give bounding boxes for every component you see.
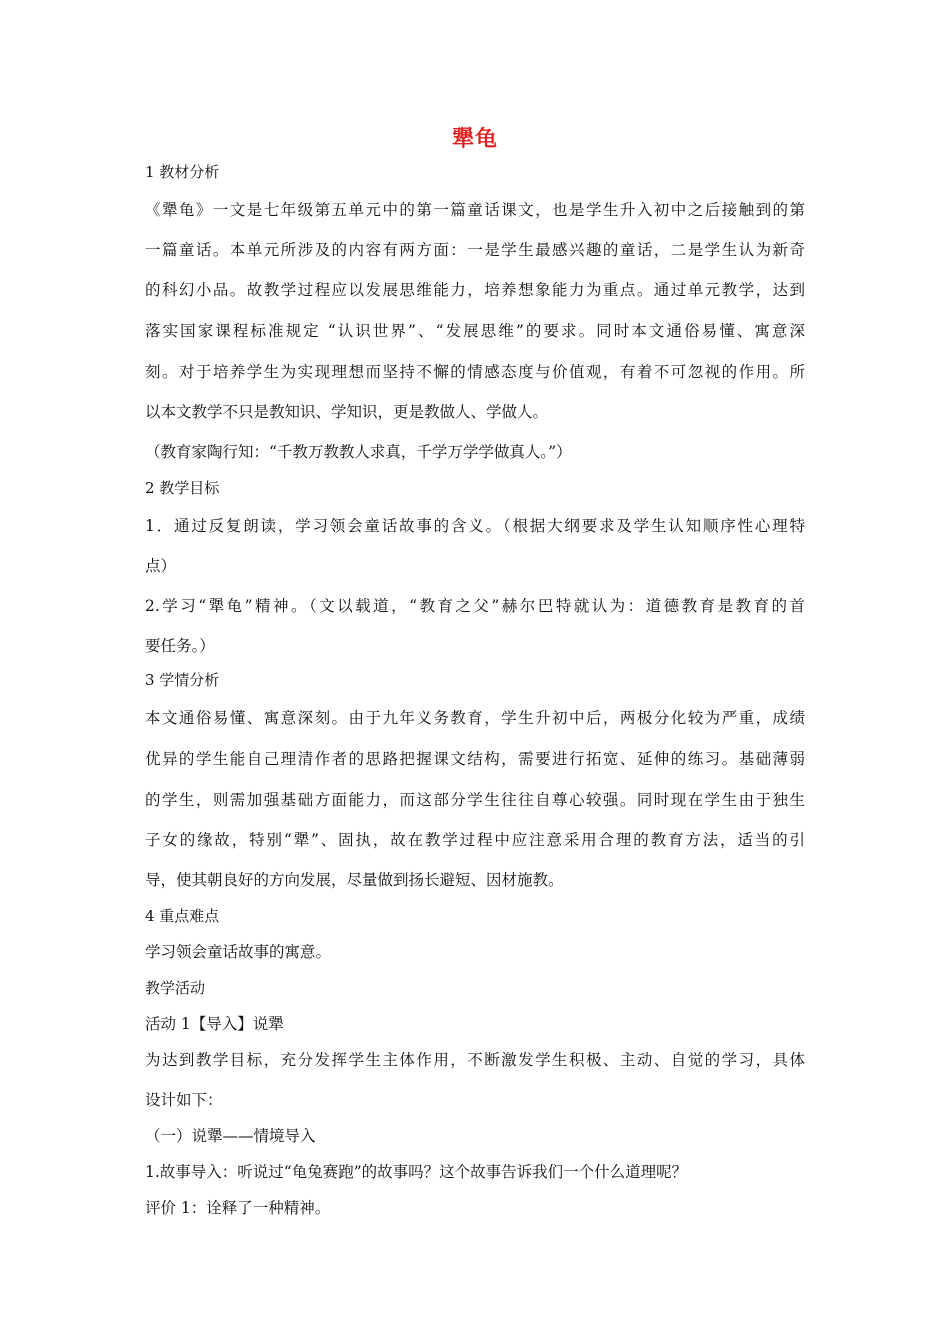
paragraph-line: 1.故事导入：听说过“龟兔赛跑”的故事吗？这个故事告诉我们一个什么道理呢？ — [145, 1163, 688, 1181]
goal-item-continued: 点） — [145, 557, 177, 575]
paragraph-line: 刻。对于培养学生为实现理想而坚持不懈的情感态度与价值观，有着不可忽视的作用。所 — [145, 363, 805, 381]
paragraph-line: 《犟龟》一文是七年级第五单元中的第一篇童话课文，也是学生升入初中之后接触到的第 — [145, 201, 805, 219]
paragraph-line: 一篇童话。本单元所涉及的内容有两方面：一是学生最感兴趣的童话，二是学生认为新奇 — [145, 241, 805, 259]
document-title: 犟龟 — [451, 127, 498, 152]
paragraph-line: 导，使其朝良好的方向发展，尽量做到扬长避短、因材施教。 — [145, 871, 564, 889]
paragraph-line: 子女的缘故，特别“犟”、固执，故在教学过程中应注意采用合理的教育方法，适当的引 — [145, 831, 805, 849]
paragraph-line: 本文通俗易懂、寓意深刻。由于九年义务教育，学生升初中后，两极分化较为严重，成绩 — [145, 709, 805, 727]
section-heading-students: 3 学情分析 — [145, 671, 220, 689]
goal-item: 2.学习“犟龟”精神。（文以载道，“教育之父”赫尔巴特就认为：道德教育是教育的首 — [145, 597, 805, 615]
paragraph-line: 优异的学生能自己理清作者的思路把握课文结构，需要进行拓宽、延伸的练习。基础薄弱 — [145, 750, 805, 768]
paragraph-line: 设计如下： — [145, 1091, 223, 1109]
section-heading-analysis: 1 教材分析 — [145, 163, 220, 181]
section-heading-key-points: 4 重点难点 — [145, 907, 220, 925]
quote-line: （教育家陶行知：“千教万教教人求真，千学万学学做真人。”） — [145, 443, 572, 461]
paragraph-line: 学习领会童话故事的寓意。 — [145, 943, 332, 961]
section-heading-activities: 教学活动 — [145, 979, 206, 997]
paragraph-line: 落实国家课程标准规定 “认识世界”、“发展思维”的要求。同时本文通俗易懂、寓意深 — [145, 322, 805, 340]
subsection-heading: （一）说犟——情境导入 — [145, 1127, 316, 1145]
paragraph-line: 为达到教学目标，充分发挥学生主体作用，不断激发学生积极、主动、自觉的学习，具体 — [145, 1051, 805, 1069]
paragraph-line: 的学生，则需加强基础方面能力，而这部分学生往往自尊心较强。同时现在学生由于独生 — [145, 791, 805, 809]
goal-item: 1．通过反复朗读，学习领会童话故事的含义。（根据大纲要求及学生认知顺序性心理特 — [145, 517, 805, 535]
activity-heading: 活动 1【导入】说犟 — [145, 1015, 284, 1033]
paragraph-line: 以本文教学不只是教知识、学知识，更是教做人、学做人。 — [145, 403, 549, 421]
goal-item-continued: 要任务。） — [145, 637, 215, 655]
paragraph-line: 的科幻小品。故教学过程应以发展思维能力，培养想象能力为重点。通过单元教学，达到 — [145, 281, 805, 299]
paragraph-line: 评价 1：诠释了一种精神。 — [145, 1199, 331, 1217]
section-heading-goals: 2 教学目标 — [145, 479, 220, 497]
